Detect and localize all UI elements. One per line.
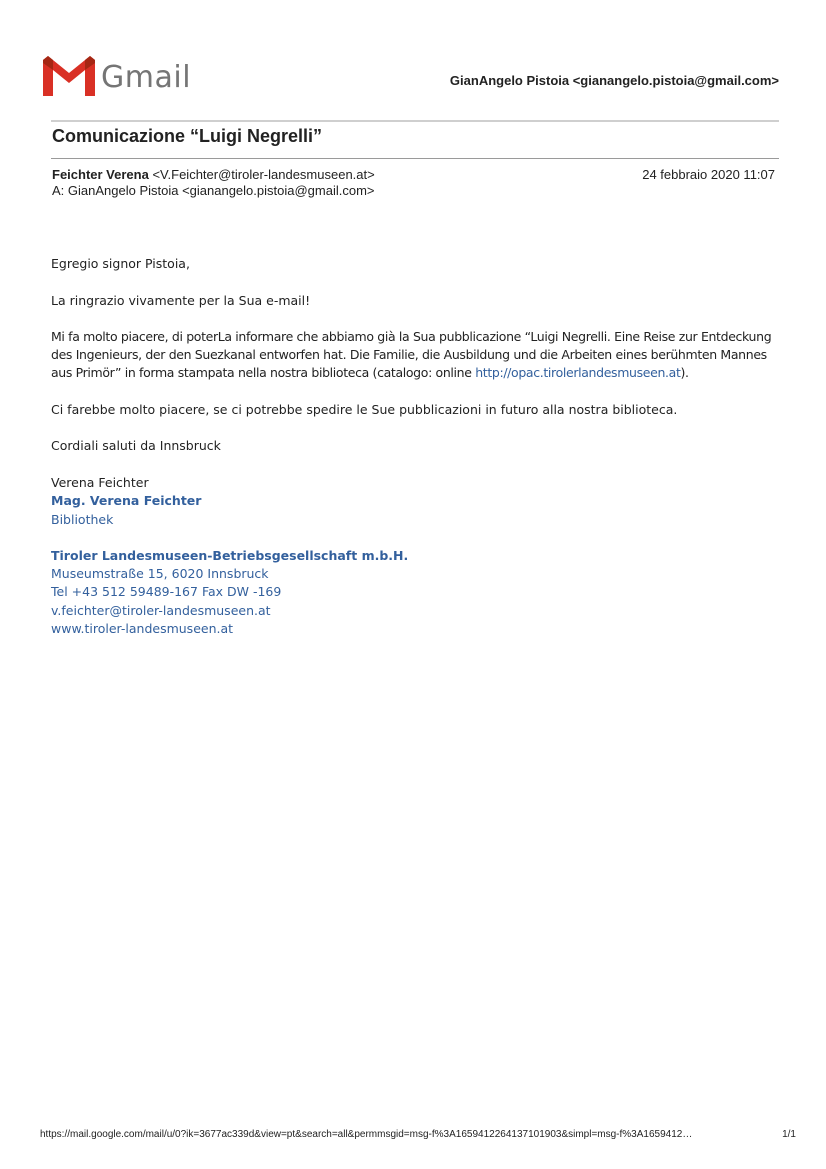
paragraph-line: des Ingenieurs, der den Suezkanal entworfen hat. Die Familie, die Ausbildung und die Arbeiten eines berühmten Mannes: [51, 347, 767, 362]
signature-address: Museumstraße 15, 6020 Innsbruck: [51, 566, 269, 582]
signature-website-link[interactable]: www.tiroler-landesmuseen.at: [51, 621, 234, 637]
signature-department: Bibliothek: [51, 511, 114, 527]
signature-name: Verena Feichter: [51, 475, 149, 490]
thanks-line: La ringrazio vivamente per la Sua e-mail!: [51, 293, 311, 308]
closing: Cordiali saluti da Innsbruck: [51, 438, 221, 453]
account-label: GianAngelo Pistoia <gianangelo.pistoia@gmail.com>: [449, 73, 779, 88]
gmail-wordmark: Gmail: [101, 60, 192, 95]
publication-paragraph: [51, 328, 791, 382]
paragraph-text: aus Primör” in forma stampata nella nostra biblioteca (catalogo: online: [51, 365, 476, 380]
signature-title-name: Mag. Verena Feichter: [51, 493, 202, 509]
gmail-logo: [41, 54, 191, 100]
recipient-line: A: GianAngelo Pistoia <gianangelo.pistoia@gmail.com>: [52, 183, 375, 198]
paragraph-line: Mi fa molto piacere, di poterLa informare che abbiamo già la Sua pubblicazione “Luigi Negrelli. Eine Reise zur Entdeckung: [51, 329, 772, 344]
signature-block: [51, 474, 408, 638]
signature-organization: Tiroler Landesmuseen-Betriebsgesellschaft m.b.H.: [51, 547, 409, 563]
signature-spacer: [51, 529, 408, 547]
email-date: 24 febbraio 2020 11:07: [642, 167, 775, 182]
page-number: 1/1: [782, 1129, 796, 1140]
greeting: Egregio signor Pistoia,: [51, 256, 190, 271]
signature-phone: Tel +43 512 59489-167 Fax DW -169: [51, 584, 282, 600]
sender-name: Feichter Verena: [52, 167, 149, 182]
gmail-envelope-icon: [41, 54, 97, 96]
header-divider: [51, 120, 779, 122]
paragraph-line: [51, 364, 791, 382]
sender-email: <V.Feichter@tiroler-landesmuseen.at>: [152, 167, 375, 182]
signature-email-link[interactable]: v.feichter@tiroler-landesmuseen.at: [51, 602, 271, 618]
paragraph-text: ).: [680, 365, 689, 380]
sender-line: [52, 167, 375, 182]
request-paragraph: Ci farebbe molto piacere, se ci potrebbe spedire le Sue pubblicazioni in futuro alla nostra biblioteca.: [51, 402, 678, 417]
email-subject: Comunicazione “Luigi Negrelli”: [52, 126, 323, 146]
print-footer-url: https://mail.google.com/mail/u/0?ik=3677ac339d&view=pt&search=all&permmsgid=msg-f%3A1659412264137101903&simpl=msg-f%3A1659412…: [40, 1129, 693, 1140]
subject-divider: [51, 158, 779, 159]
catalog-link[interactable]: http://opac.tirolerlandesmuseen.at: [475, 365, 681, 380]
